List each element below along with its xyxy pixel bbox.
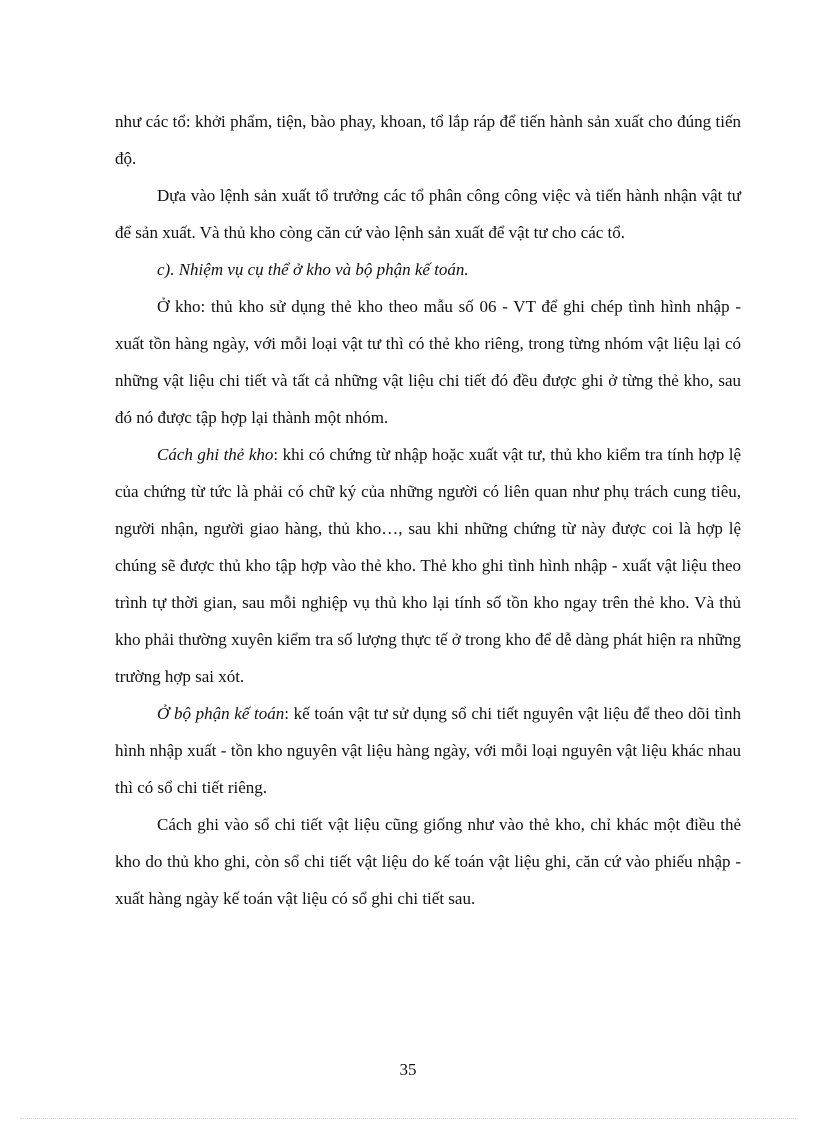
paragraph (115, 288, 741, 436)
page-number: 35 (399, 1060, 417, 1079)
paragraph-continuation (115, 103, 741, 177)
paragraph (115, 436, 741, 695)
paragraph-text: : khi có chứng từ nhập hoặc xuất vật tư, thủ kho kiểm tra tính hợp lệ của chứng từ tức là phải có chữ ký của những người có liên quan như phụ trách cung tiêu, người nhận, người giao hàng, thủ kho…, sau khi những chứng từ này được coi là hợp lệ chúng sẽ được thủ kho tập hợp vào thẻ kho. Thẻ kho ghi tình hình nhập - xuất vật liệu theo trình tự thời gian, sau mỗi nghiệp vụ thủ kho lại tính số tồn kho ngay trên thẻ kho. Và thủ kho phải thường xuyên kiểm tra số lượng thực tế ở trong kho để dễ dàng phát hiện ra những trường hợp sai xót. (115, 445, 741, 686)
paragraph-text: : kế toán vật tư sử dụng sổ chi tiết nguyên vật liệu để theo dõi tình hình nhập xuất - tồn kho nguyên vật liệu hàng ngày, với mỗi loại nguyên vật liệu khác nhau thì có sổ chi tiết riêng. (115, 704, 741, 797)
paragraph-text: Cách ghi vào sổ chi tiết vật liệu cũng giống như vào thẻ kho, chỉ khác một điều thẻ kho do thủ kho ghi, còn sổ chi tiết vật liệu do kế toán vật liệu ghi, căn cứ vào phiếu nhập - xuất hàng ngày kế toán vật liệu có sổ ghi chi tiết sau. (115, 815, 741, 908)
paragraph-text: Ở kho: thủ kho sử dụng thẻ kho theo mẫu số 06 - VT để ghi chép tình hình nhập - xuất tồn hàng ngày, với mỗi loại vật tư thì có thẻ kho riêng, trong từng nhóm vật liệu lại có những vật liệu chi tiết và tất cả những vật liệu chi tiết đó đều được ghi ở từng thẻ kho, sau đó nó được tập hợp lại thành một nhóm. (115, 297, 741, 427)
section-heading: c). Nhiệm vụ cụ thể ở kho và bộ phận kế toán. (157, 260, 469, 279)
paragraph (115, 695, 741, 806)
paragraph-lead: Cách ghi thẻ kho (157, 445, 274, 464)
paragraph-lead: Ở bộ phận kế toán (157, 704, 285, 723)
paragraph-text: như các tổ: khởi phẩm, tiện, bào phay, khoan, tổ lắp ráp để tiến hành sản xuất cho đúng tiến độ. (115, 112, 741, 168)
paragraph-text: Dựa vào lệnh sản xuất tổ trưởng các tổ phân công công việc và tiến hành nhận vật tư để sản xuất. Và thủ kho còng căn cứ vào lệnh sản xuất để vật tư cho các tổ. (115, 186, 741, 242)
paragraph (115, 806, 741, 917)
paragraph (115, 177, 741, 251)
body-text (115, 103, 741, 917)
page-bottom-divider (20, 1118, 796, 1119)
